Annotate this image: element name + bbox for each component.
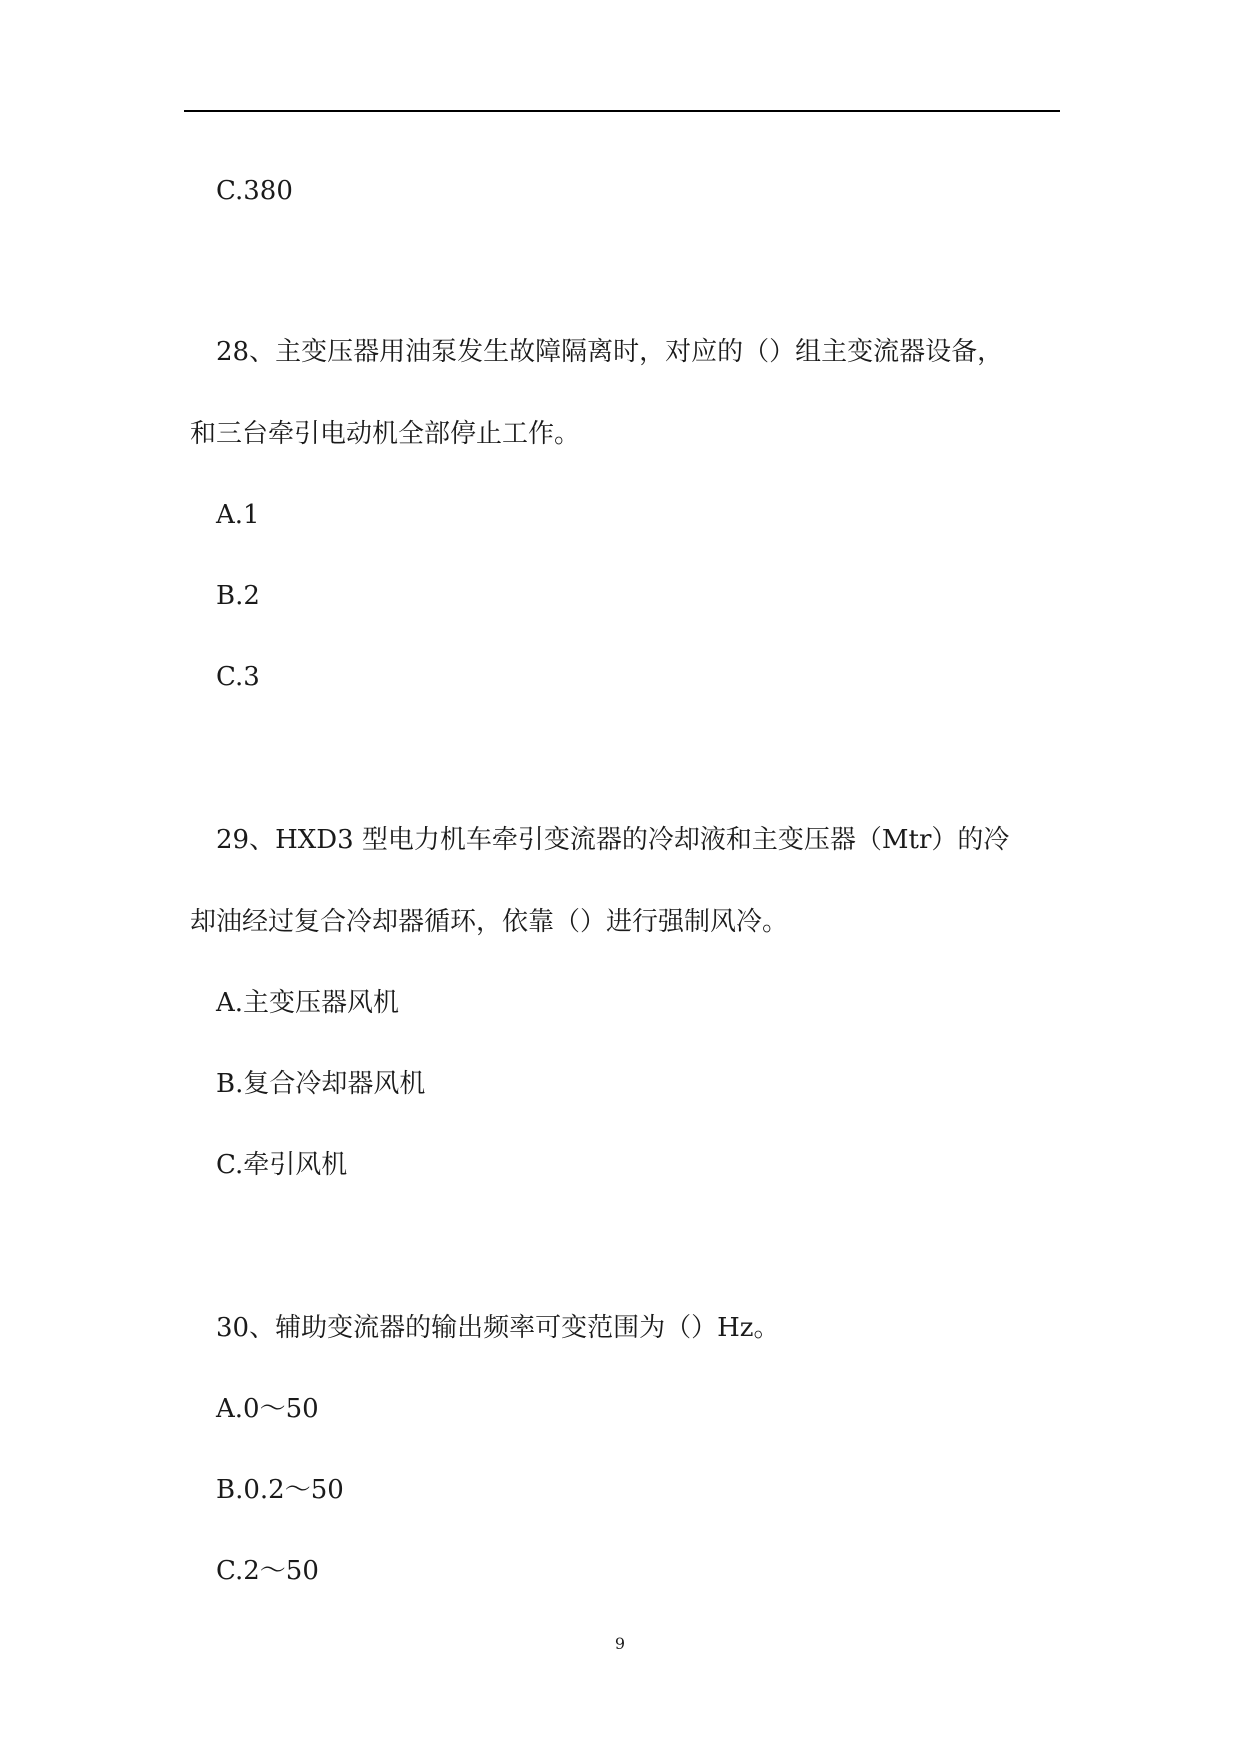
question-29-text-line-1: 29、HXD3 型电力机车牵引变流器的冷却液和主变压器（Mtr）的冷 (216, 825, 1010, 855)
question-28-option-b: B.2 (216, 581, 260, 611)
previous-question-option-c: C.380 (216, 176, 293, 206)
question-30-option-c: C.2～50 (216, 1556, 319, 1586)
question-28-text-line-2: 和三台牵引电动机全部停止工作。 (190, 419, 581, 449)
question-29-option-b: B.复合冷却器风机 (216, 1069, 426, 1099)
question-29-option-c: C.牵引风机 (216, 1150, 348, 1180)
question-28-text-line-1: 28、主变压器用油泵发生故障隔离时，对应的（）组主变流器设备， (216, 337, 1004, 367)
question-28-option-a: A.1 (216, 500, 260, 530)
question-28-option-c: C.3 (216, 662, 260, 692)
question-29-text-line-2: 却油经过复合冷却器循环，依靠（）进行强制风冷。 (190, 907, 789, 937)
question-29-option-a: A.主变压器风机 (216, 988, 400, 1018)
page-number: 9 (614, 1634, 626, 1653)
header-rule (184, 110, 1060, 112)
question-30-text-line-1: 30、辅助变流器的输出频率可变范围为（）Hz。 (216, 1313, 780, 1343)
question-30-option-b: B.0.2～50 (216, 1475, 344, 1505)
question-30-option-a: A.0～50 (216, 1394, 319, 1424)
